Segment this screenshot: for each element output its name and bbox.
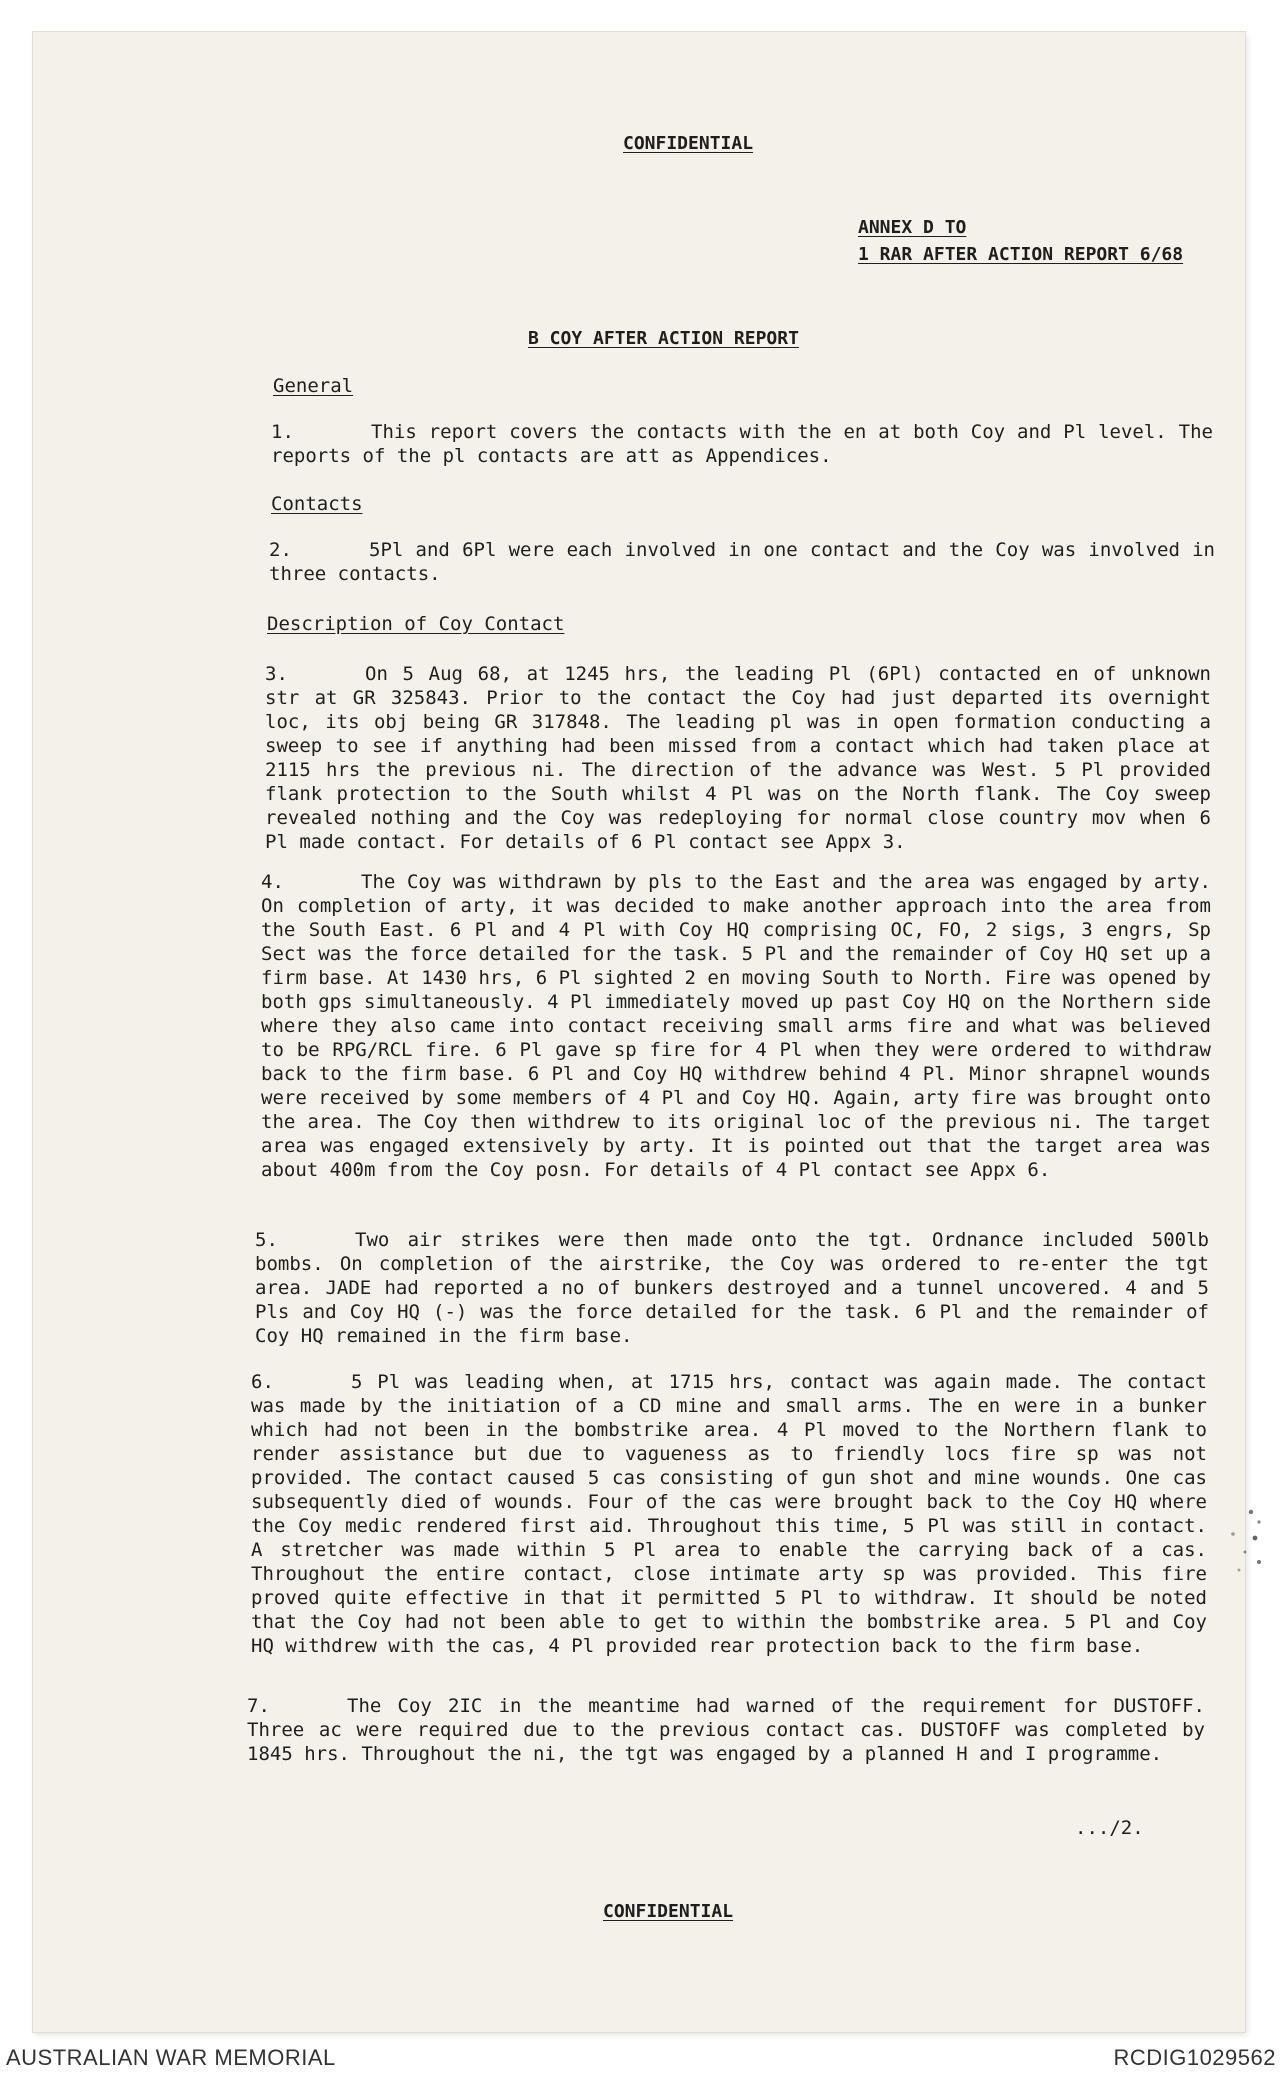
paragraph-1 xyxy=(271,420,1213,468)
heading-general: General xyxy=(273,375,354,397)
institution-name: AUSTRALIAN WAR MEMORIAL xyxy=(6,2045,336,2070)
page-continuation: .../2. xyxy=(1075,1817,1144,1839)
paragraph-4 xyxy=(261,870,1211,1182)
paragraph-text: Two air strikes were then made onto the tgt. Ordnance included 500lb bombs. On completion of the airstrike, the Coy was ordered to re-enter the tgt area. JADE had reported a no of bunkers destroyed and a tunnel uncovered. 4 and 5 Pls and Coy HQ (-) was the force detailed for the task. 6 Pl and the remainder of Coy HQ remained in the firm base. xyxy=(255,1229,1209,1347)
paragraph-number: 5. xyxy=(255,1229,278,1251)
record-id: RCDIG1029562 xyxy=(1113,2045,1276,2070)
paragraph-text: 5Pl and 6Pl were each involved in one contact and the Coy was involved in three contacts. xyxy=(269,539,1215,585)
annex-reference xyxy=(858,214,1183,268)
paragraph-3 xyxy=(265,662,1211,854)
paragraph-5 xyxy=(255,1228,1209,1348)
paragraph-text: On 5 Aug 68, at 1245 hrs, the leading Pl (6Pl) contacted en of unknown str at GR 325843. Prior to the contact the Coy had just departed its overnight loc, its obj being GR 317848. The leading pl was in open formation conducting a sweep to see if anything had been missed from a contact which had taken place at 2115 hrs the previous ni. The direction of the advance was West. 5 Pl provided flank protection to the South whilst 4 Pl was on the North flank. The Coy sweep revealed nothing and the Coy was redeploying for normal close country mov when 6 Pl made contact. For details of 6 Pl contact see Appx 3. xyxy=(265,663,1211,853)
paragraph-number: 3. xyxy=(265,663,288,685)
report-title: B COY AFTER ACTION REPORT xyxy=(528,328,799,349)
heading-description: Description of Coy Contact xyxy=(267,613,565,635)
paragraph-text: 5 Pl was leading when, at 1715 hrs, contact was again made. The contact was made by the initiation of a CD mine and small arms. The en were in a bunker which had not been in the bombstrike area. 4 Pl moved to the Northern flank to render assistance but due to vagueness as to friendly locs fire sp was not provided. The contact caused 5 cas consisting of gun shot and mine wounds. One cas subsequently died of wounds. Four of the cas were brought back to the Coy HQ where the Coy medic rendered first aid. Throughout this time, 5 Pl was still in contact. A stretcher was made within 5 Pl area to enable the carrying back of a cas. Throughout the entire contact, close intimate arty sp was provided. This fire proved quite effective in that it permitted 5 Pl to withdraw. It should be noted that the Coy had not been able to get to within the bombstrike area. 5 Pl and Coy HQ withdrew with the cas, 4 Pl provided rear protection back to the firm base. xyxy=(251,1371,1207,1657)
paragraph-number: 4. xyxy=(261,871,284,893)
paragraph-number: 6. xyxy=(251,1371,274,1393)
paragraph-text: This report covers the contacts with the en at both Coy and Pl level. The reports of the pl contacts are att as Appendices. xyxy=(271,421,1213,467)
annex-line-2: 1 RAR AFTER ACTION REPORT 6/68 xyxy=(858,244,1184,265)
document-page xyxy=(33,32,1245,2032)
paragraph-number: 1. xyxy=(271,421,294,443)
annex-line-1: ANNEX D TO xyxy=(858,217,967,238)
paragraph-number: 2. xyxy=(269,539,292,561)
paragraph-number: 7. xyxy=(247,1695,270,1717)
classification-footer: CONFIDENTIAL xyxy=(603,1901,734,1922)
paragraph-6 xyxy=(251,1370,1207,1658)
paragraph-text: The Coy 2IC in the meantime had warned of the requirement for DUSTOFF. Three ac were required due to the previous contact cas. DUSTOFF was completed by 1845 hrs. Throughout the ni, the tgt was engaged by a planned H and I programme. xyxy=(247,1695,1205,1765)
paragraph-text: The Coy was withdrawn by pls to the East and the area was engaged by arty. On completion of arty, it was decided to make another approach into the area from the South East. 6 Pl and 4 Pl with Coy HQ comprising OC, FO, 2 sigs, 3 engrs, Sp Sect was the force detailed for the task. 5 Pl and the remainder of Coy HQ set up a firm base. At 1430 hrs, 6 Pl sighted 2 en moving South to North. Fire was opened by both gps simultaneously. 4 Pl immediately moved up past Coy HQ on the Northern side where they also came into contact receiving small arms fire and what was believed to be RPG/RCL fire. 6 Pl gave sp fire for 4 Pl when they were ordered to withdraw back to the firm base. 6 Pl and Coy HQ withdrew behind 4 Pl. Minor shrapnel wounds were received by some members of 4 Pl and Coy HQ. Again, arty fire was brought onto the area. The Coy then withdrew to its original loc of the previous ni. The target area was engaged extensively by arty. It is pointed out that the target area was about 400m from the Coy posn. For details of 4 Pl contact see Appx 6. xyxy=(261,871,1211,1181)
paragraph-2 xyxy=(269,538,1215,586)
heading-contacts: Contacts xyxy=(271,493,363,515)
paragraph-7 xyxy=(247,1694,1205,1766)
classification-header: CONFIDENTIAL xyxy=(623,133,754,154)
paper-specks xyxy=(1215,1500,1275,1590)
